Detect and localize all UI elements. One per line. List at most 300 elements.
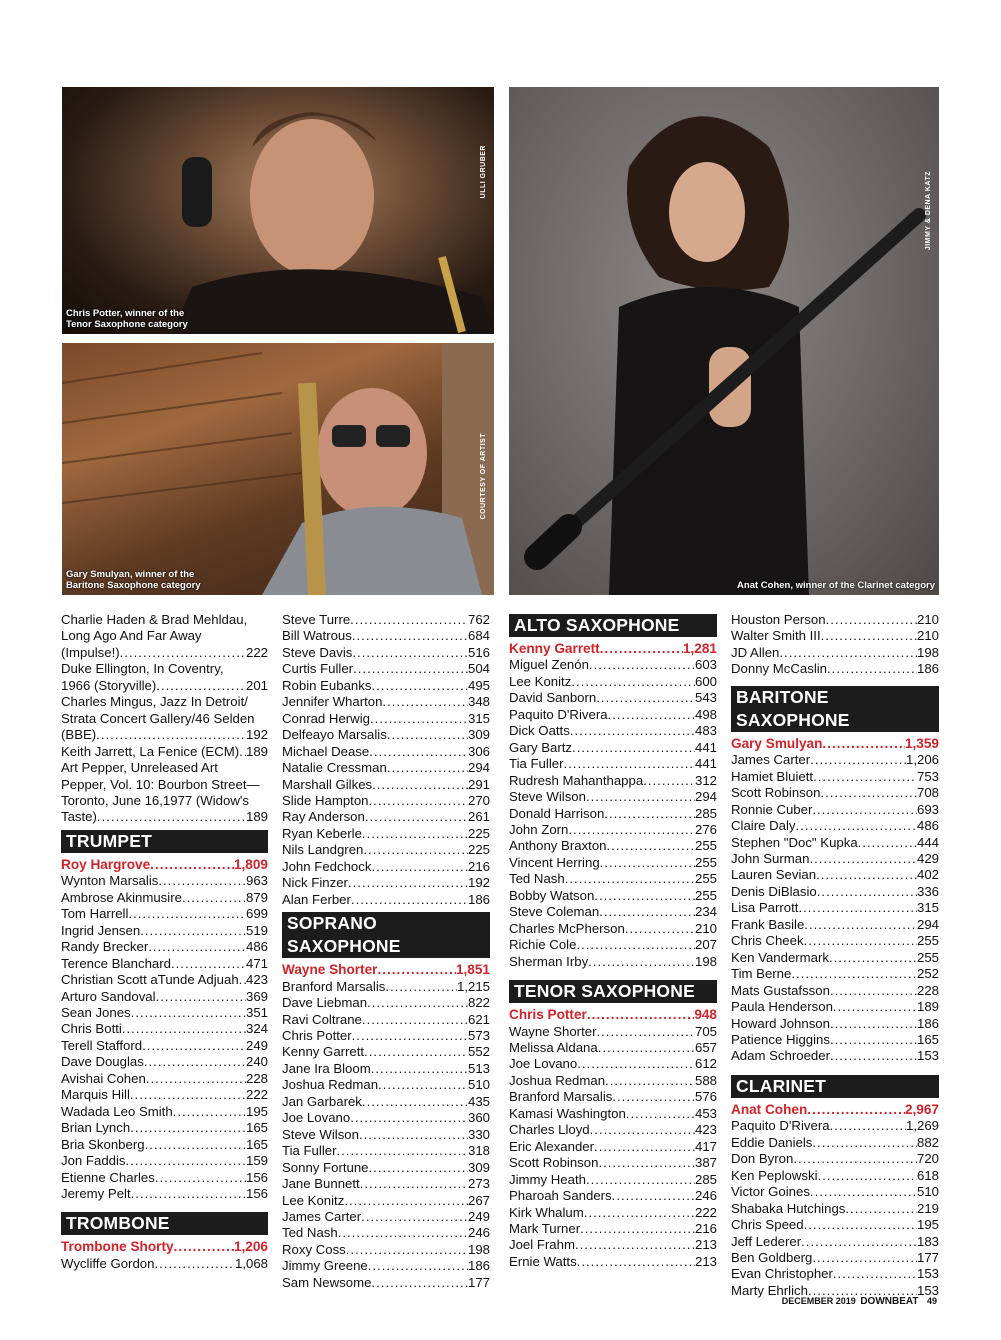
photo-caption-smulyan: Gary Smulyan, winner of the Baritone Saxophone category	[66, 569, 201, 591]
artist-name: Delfeayo Marsalis	[282, 727, 387, 743]
vote-count: 159	[245, 1153, 268, 1169]
photo-gary-smulyan	[62, 343, 494, 595]
ranking-row	[282, 1094, 490, 1110]
dot-leader	[350, 612, 468, 628]
artist-name: Evan Christopher	[731, 1266, 833, 1282]
dot-leader	[362, 1094, 468, 1110]
artist-name: John Fedchock	[282, 858, 372, 874]
vote-count: 423	[694, 1122, 717, 1138]
dot-leader	[570, 723, 695, 739]
vote-count: 186	[467, 1258, 490, 1274]
artist-name: Tom Harrell	[61, 906, 129, 922]
ranking-row	[61, 727, 268, 743]
artist-name: James Carter	[731, 752, 811, 768]
dot-leader	[130, 1087, 246, 1103]
vote-count: 285	[694, 805, 717, 821]
artist-name: Chris Cheek	[731, 933, 804, 949]
ranking-row	[509, 1024, 717, 1040]
vote-count: 165	[245, 1120, 268, 1136]
artist-name: Dave Liebman	[282, 995, 368, 1011]
vote-count: 1,359	[904, 735, 939, 751]
ranking-row	[282, 678, 490, 694]
dot-leader	[173, 1104, 246, 1120]
dot-leader	[810, 1184, 917, 1200]
dot-leader	[796, 818, 917, 834]
ranking-row	[282, 694, 490, 710]
vote-count: 600	[694, 673, 717, 689]
vote-count: 423	[245, 972, 268, 988]
artist-name: Marshall Gilkes	[282, 776, 373, 792]
ranking-row	[731, 769, 939, 785]
artist-name: Joe Lovano	[509, 1056, 578, 1072]
dot-leader	[812, 1135, 917, 1151]
vote-count: 618	[916, 1167, 939, 1183]
category-header-clarinet: CLARINET	[731, 1075, 939, 1098]
ranking-row	[61, 645, 268, 661]
vote-count: 222	[245, 1087, 268, 1103]
ranking-row	[731, 950, 939, 966]
vote-count: 216	[694, 1220, 717, 1236]
dot-leader	[387, 760, 468, 776]
artist-name: Ernie Watts	[509, 1253, 577, 1269]
vote-count: 198	[916, 644, 939, 660]
vote-count: 417	[694, 1138, 717, 1154]
dot-leader	[336, 1143, 468, 1159]
ranking-row	[282, 744, 490, 760]
vote-count: 183	[916, 1233, 939, 1249]
vote-count: 387	[694, 1155, 717, 1171]
vote-count: 198	[467, 1241, 490, 1257]
winner-row	[509, 641, 717, 657]
vote-count: 189	[916, 999, 939, 1015]
artist-name: Ray Anderson	[282, 809, 365, 825]
artist-name: Wycliffe Gordon	[61, 1255, 155, 1271]
ranking-row	[282, 859, 490, 875]
dot-leader	[830, 983, 917, 999]
dot-leader	[369, 1160, 468, 1176]
artist-name: Houston Person	[731, 612, 826, 627]
dot-leader	[387, 727, 468, 743]
artist-name: Hamiet Bluiett	[731, 768, 814, 784]
artist-name: Mats Gustafsson	[731, 982, 830, 998]
ranking-row	[731, 661, 939, 677]
vote-count: 177	[467, 1274, 490, 1290]
vote-count: 402	[916, 867, 939, 883]
trombone-list-continued	[282, 612, 490, 908]
artist-name: Etienne Charles	[61, 1169, 155, 1185]
artist-name: Lauren Sevian	[731, 867, 817, 883]
dot-leader	[142, 1038, 246, 1054]
dot-leader	[830, 1032, 917, 1048]
vote-count: 189	[245, 743, 268, 759]
ranking-row	[731, 884, 939, 900]
dot-leader	[600, 855, 695, 871]
vote-count: 186	[467, 891, 490, 907]
dot-leader	[352, 628, 468, 644]
vote-count: 252	[916, 966, 939, 982]
ranking-row	[731, 612, 939, 628]
vote-count: 1,215	[456, 978, 490, 994]
artist-name: Chris Botti	[61, 1021, 122, 1037]
dot-leader	[801, 1234, 917, 1250]
dot-leader	[812, 802, 917, 818]
vote-count: 291	[467, 776, 490, 792]
artist-name: Bill Watrous	[282, 628, 352, 644]
dot-leader	[362, 826, 468, 842]
dot-leader	[359, 1127, 468, 1143]
ranking-row	[282, 1242, 490, 1258]
dot-leader	[590, 1122, 695, 1138]
dot-leader	[588, 954, 695, 970]
artist-name: Shabaka Hutchings	[731, 1200, 846, 1216]
ranking-row	[282, 711, 490, 727]
dot-leader	[643, 773, 695, 789]
vote-count: 210	[694, 920, 717, 936]
dot-leader	[351, 892, 468, 908]
dot-leader	[96, 727, 246, 743]
artist-name: Michael Dease	[282, 743, 370, 759]
artist-name: Marty Ehrlich	[731, 1282, 808, 1298]
artist-name: Scott Robinson	[731, 785, 821, 801]
artist-name: Richie Cole	[509, 937, 577, 953]
category-header-baritone-saxophone: BARITONE SAXOPHONE	[731, 686, 939, 732]
ranking-row	[61, 1170, 268, 1186]
dot-leader	[829, 950, 917, 966]
ranking-row	[282, 612, 490, 628]
ranking-row	[731, 645, 939, 661]
artist-name: Robin Eubanks	[282, 677, 372, 693]
ranking-row	[282, 661, 490, 677]
ranking-row	[282, 826, 490, 842]
ranking-row	[731, 1016, 939, 1032]
ranking-row	[509, 921, 717, 937]
dot-leader	[378, 1077, 468, 1093]
dot-leader	[605, 1073, 695, 1089]
ranking-row	[509, 723, 717, 739]
artist-name: Miguel Zenón	[509, 657, 589, 673]
ranking-row	[282, 1258, 490, 1274]
ranking-row	[731, 1151, 939, 1167]
dot-leader	[362, 1012, 468, 1028]
album-text-line: Pepper, Vol. 10: Bourbon Street—	[61, 776, 260, 792]
artist-name: Ted Nash	[282, 1225, 338, 1241]
vote-count: 222	[694, 1204, 717, 1220]
dot-leader	[821, 628, 917, 644]
dot-leader	[370, 711, 468, 727]
trombone-list	[61, 1239, 268, 1272]
dot-leader	[804, 1217, 917, 1233]
winner-row	[61, 857, 268, 873]
artist-name: Mark Turner	[509, 1220, 581, 1236]
artist-name: Terell Stafford	[61, 1037, 143, 1053]
ranking-row	[731, 752, 939, 768]
category-header-trumpet: TRUMPET	[61, 830, 268, 853]
photo-chris-potter	[62, 87, 494, 334]
vote-count: 1,281	[682, 641, 717, 656]
vote-count: 429	[916, 850, 939, 866]
dot-leader	[813, 769, 917, 785]
ranking-row	[509, 888, 717, 904]
dot-leader	[575, 1237, 695, 1253]
vote-count: 249	[245, 1037, 268, 1053]
vote-count: 225	[467, 842, 490, 858]
artist-name: Stephen "Doc" Kupka	[731, 834, 858, 850]
dot-leader	[589, 657, 695, 673]
dot-leader	[338, 1225, 468, 1241]
vote-count: 486	[916, 818, 939, 834]
artist-name: Avishai Cohen	[61, 1070, 146, 1086]
dot-leader	[608, 707, 695, 723]
vote-count: 657	[694, 1039, 717, 1055]
vote-count: 1,269	[905, 1118, 939, 1134]
ranking-row	[61, 906, 268, 922]
ranking-row	[282, 1061, 490, 1077]
ranking-row	[282, 1127, 490, 1143]
artist-name: Terence Blanchard	[61, 955, 171, 971]
artist-name: Jane Ira Bloom	[282, 1060, 371, 1076]
ranking-row	[509, 1040, 717, 1056]
dot-leader	[369, 793, 468, 809]
artist-name: John Zorn	[509, 821, 569, 837]
ranking-row	[731, 851, 939, 867]
artist-name: Sam Newsome	[282, 1274, 372, 1290]
artist-name: Jeremy Pelt	[61, 1185, 131, 1201]
vote-count: 753	[916, 768, 939, 784]
ranking-row	[731, 818, 939, 834]
artist-name: Lee Konitz	[282, 1192, 345, 1208]
ranking-row	[731, 1266, 939, 1282]
dot-leader	[371, 678, 468, 694]
ranking-row	[282, 1275, 490, 1291]
ranking-row	[731, 933, 939, 949]
dot-leader	[586, 1172, 695, 1188]
ranking-row	[282, 875, 490, 891]
ranking-row	[731, 1168, 939, 1184]
artist-name: Eddie Daniels	[731, 1134, 813, 1150]
artist-name: Taste)	[61, 809, 97, 825]
artist-name: Anat Cohen	[731, 1101, 808, 1117]
ranking-row	[731, 966, 939, 982]
vote-count: 153	[916, 1266, 939, 1282]
artist-name: Randy Brecker	[61, 939, 149, 955]
artist-name: Brian Lynch	[61, 1120, 131, 1136]
vote-count: 198	[694, 953, 717, 969]
dot-leader	[594, 1139, 695, 1155]
dot-leader	[858, 835, 917, 851]
dot-leader	[830, 1048, 917, 1064]
artist-name: Frank Basile	[731, 916, 805, 932]
ranking-row	[282, 628, 490, 644]
vote-count: 192	[245, 727, 268, 743]
dot-leader	[600, 641, 683, 657]
dot-leader	[174, 1239, 234, 1255]
vote-count: 306	[467, 743, 490, 759]
vote-count: 276	[694, 821, 717, 837]
artist-name: Slide Hampton	[282, 792, 369, 808]
ranking-row	[282, 1225, 490, 1241]
vote-count: 360	[467, 1110, 490, 1126]
ranking-row	[509, 806, 717, 822]
dot-leader	[817, 884, 917, 900]
artist-name: Dave Douglas	[61, 1054, 144, 1070]
ranking-row	[61, 956, 268, 972]
artist-name: Charles McPherson	[509, 920, 625, 936]
ranking-row	[61, 890, 268, 906]
dot-leader	[128, 906, 246, 922]
photo-caption-potter: Chris Potter, winner of the Tenor Saxophone category	[66, 308, 188, 330]
ranking-row	[731, 1201, 939, 1217]
vote-count: 213	[694, 1237, 717, 1253]
dot-leader	[368, 1258, 468, 1274]
category-header-soprano-saxophone: SOPRANO SAXOPHONE	[282, 912, 490, 958]
artist-name: Marquis Hill	[61, 1087, 130, 1103]
ranking-row	[509, 1089, 717, 1105]
dot-leader	[625, 921, 695, 937]
vote-count: 948	[694, 1007, 717, 1023]
artist-name: Ambrose Akinmusire	[61, 889, 182, 905]
artist-name: Chris Potter	[282, 1027, 352, 1043]
ranking-row	[731, 1250, 939, 1266]
artist-name: (BBE)	[61, 727, 97, 743]
ranking-row	[731, 785, 939, 801]
artist-name: Dick Oatts	[509, 723, 570, 739]
vote-count: 309	[467, 1159, 490, 1175]
dot-leader	[830, 1118, 906, 1134]
vote-count: 255	[694, 871, 717, 887]
artist-name: Tia Fuller	[282, 1143, 337, 1159]
ranking-row	[509, 789, 717, 805]
vote-count: 471	[245, 955, 268, 971]
album-text-line: Charles Mingus, Jazz In Detroit/	[61, 694, 248, 710]
ranking-row	[282, 793, 490, 809]
potter-illustration	[62, 87, 494, 334]
winner-row	[282, 962, 490, 978]
artist-name: Gary Smulyan	[731, 735, 823, 751]
dot-leader	[97, 809, 246, 825]
vote-count: 588	[694, 1072, 717, 1088]
footer-page-number: 49	[926, 1296, 937, 1306]
ranking-row	[282, 995, 490, 1011]
dot-leader	[576, 937, 695, 953]
vote-count: 255	[916, 949, 939, 965]
footer-magazine: DOWNBEAT	[860, 1296, 919, 1307]
dot-leader	[156, 989, 246, 1005]
ranking-row	[61, 809, 268, 825]
vote-count: 156	[245, 1169, 268, 1185]
artist-name: Branford Marsalis	[509, 1089, 613, 1105]
baritone-saxophone-list	[731, 736, 939, 1065]
vote-count: 153	[916, 1282, 939, 1298]
ranking-row	[282, 1012, 490, 1028]
ranking-row	[61, 972, 268, 988]
dot-leader	[171, 956, 246, 972]
ranking-row	[509, 871, 717, 887]
dot-leader	[346, 1242, 468, 1258]
vote-count: 228	[916, 982, 939, 998]
dot-leader	[122, 1021, 246, 1037]
vote-count: 225	[467, 825, 490, 841]
ranking-row	[282, 1044, 490, 1060]
dot-leader	[150, 857, 234, 873]
artist-name: Arturo Sandoval	[61, 988, 156, 1004]
ranking-row	[731, 1135, 939, 1151]
category-header-trombone: TROMBONE	[61, 1212, 268, 1235]
winner-row	[731, 1102, 939, 1118]
dot-leader	[612, 1188, 695, 1204]
dot-leader	[364, 1044, 468, 1060]
artist-name: Alan Ferber	[282, 891, 351, 907]
artist-name: Nick Finzer	[282, 875, 348, 891]
dot-leader	[352, 1028, 468, 1044]
photo-anat-cohen	[509, 87, 939, 595]
artist-name: Melissa Aldana	[509, 1039, 598, 1055]
column-2	[282, 612, 490, 1291]
vote-count: 621	[467, 1011, 490, 1027]
vote-count: 1,206	[233, 1239, 268, 1255]
page-footer	[782, 1296, 937, 1307]
artist-name: Adam Schroeder	[731, 1048, 830, 1064]
vote-count: 684	[467, 628, 490, 644]
artist-name: Donald Harrison	[509, 805, 605, 821]
ranking-row	[509, 1155, 717, 1171]
ranking-row	[61, 923, 268, 939]
intro-list	[61, 612, 268, 826]
ranking-row	[61, 744, 268, 760]
ranking-row	[731, 1234, 939, 1250]
vote-count: 879	[245, 889, 268, 905]
dot-leader	[182, 890, 246, 906]
artist-name: Chris Speed	[731, 1217, 804, 1233]
vote-count: 1,206	[905, 752, 939, 768]
dot-leader	[804, 917, 917, 933]
vote-count: 222	[245, 644, 268, 660]
vote-count: 270	[467, 792, 490, 808]
dot-leader	[360, 1176, 468, 1192]
photo-credit-smulyan: COURTESY OF ARTIST	[480, 433, 487, 520]
artist-name: Anthony Braxton	[509, 838, 607, 854]
artist-name: 1966 (Storyville)	[61, 677, 157, 693]
vote-count: 177	[916, 1249, 939, 1265]
artist-name: Eric Alexander	[509, 1138, 595, 1154]
artist-name: Gary Bartz	[509, 739, 573, 755]
artist-name: Christian Scott aTunde Adjuah	[61, 972, 239, 988]
artist-name: Wayne Shorter	[509, 1023, 597, 1039]
artist-name: Walter Smith III	[731, 628, 821, 644]
artist-name: Joe Lovano	[282, 1110, 351, 1126]
artist-name: Lisa Parrott	[731, 900, 799, 916]
dot-leader	[148, 939, 246, 955]
ranking-row	[731, 999, 939, 1015]
artist-name: Sonny Fortune	[282, 1159, 369, 1175]
ranking-row	[61, 1137, 268, 1153]
ranking-row	[61, 1054, 268, 1070]
artist-name: Jennifer Wharton	[282, 694, 383, 710]
vote-count: 1,809	[233, 856, 268, 872]
dot-leader	[382, 694, 468, 710]
dot-leader	[810, 752, 906, 768]
album-text-line: Charlie Haden & Brad Mehldau,	[61, 612, 248, 627]
dot-leader	[830, 1016, 917, 1032]
dot-leader	[352, 645, 468, 661]
ranking-row	[61, 873, 268, 889]
vote-count: 186	[916, 1015, 939, 1031]
ranking-row	[61, 1120, 268, 1136]
vote-count: 483	[694, 723, 717, 739]
artist-name: Jon Faddis	[61, 1153, 126, 1169]
dot-leader	[816, 867, 917, 883]
dot-leader	[154, 1256, 235, 1272]
dot-leader	[371, 1275, 468, 1291]
